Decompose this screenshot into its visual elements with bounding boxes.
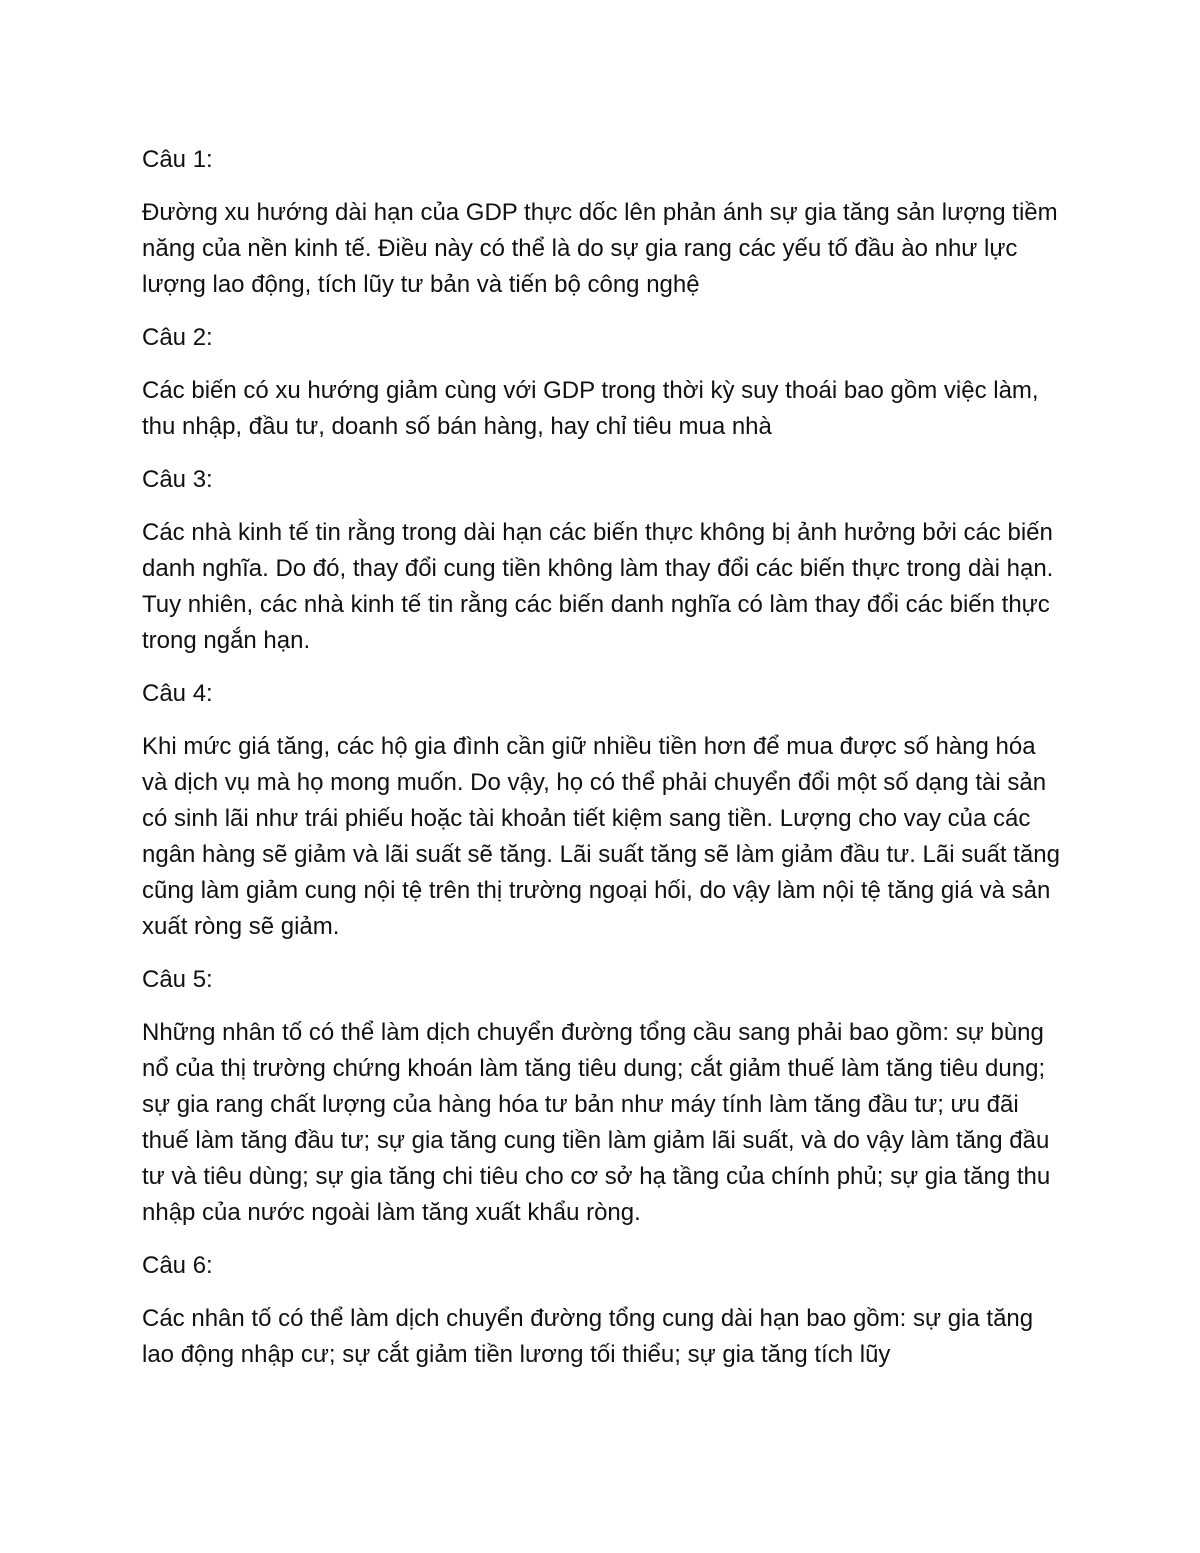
question-3-answer: Các nhà kinh tế tin rằng trong dài hạn các biến thực không bị ảnh hưởng bởi các biến danh nghĩa. Do đó, thay đổi cung tiền không làm thay đổi các biến thực trong dài hạn. Tuy nhiên, các nhà kinh tế tin rằng các biến danh nghĩa có làm thay đổi các biến thực trong ngắn hạn. <box>142 519 1054 654</box>
question-2-answer: Các biến có xu hướng giảm cùng với GDP trong thời kỳ suy thoái bao gồm việc làm, thu nhập, đầu tư, doanh số bán hàng, hay chỉ tiêu mua nhà <box>142 377 1039 440</box>
question-2-heading: Câu 2: <box>142 324 213 351</box>
question-1-heading: Câu 1: <box>142 146 213 173</box>
question-4-heading: Câu 4: <box>142 680 213 707</box>
question-5-heading: Câu 5: <box>142 966 213 993</box>
question-1-answer: Đường xu hướng dài hạn của GDP thực dốc lên phản ánh sự gia tăng sản lượng tiềm năng của nền kinh tế. Điều này có thể là do sự gia rang các yếu tố đầu ào như lực lượng lao động, tích lũy tư bản và tiến bộ công nghệ <box>142 199 1058 298</box>
question-5-answer: Những nhân tố có thể làm dịch chuyển đường tổng cầu sang phải bao gồm: sự bùng nổ của thị trường chứng khoán làm tăng tiêu dung; cắt giảm thuế làm tăng tiêu dung; sự gia rang chất lượng của hàng hóa tư bản như máy tính làm tăng đầu tư; ưu đãi thuế làm tăng đầu tư; sự gia tăng cung tiền làm giảm lãi suất, và do vậy làm tăng đầu tư và tiêu dùng; sự gia tăng chi tiêu cho cơ sở hạ tầng của chính phủ; sự gia tăng thu nhập của nước ngoài làm tăng xuất khẩu ròng. <box>142 1019 1051 1226</box>
question-4-answer: Khi mức giá tăng, các hộ gia đình cần giữ nhiều tiền hơn để mua được số hàng hóa và dịch vụ mà họ mong muốn. Do vậy, họ có thể phải chuyển đổi một số dạng tài sản có sinh lãi như trái phiếu hoặc tài khoản tiết kiệm sang tiền. Lượng cho vay của các ngân hàng sẽ giảm và lãi suất sẽ tăng. Lãi suất tăng sẽ làm giảm đầu tư. Lãi suất tăng cũng làm giảm cung nội tệ trên thị trường ngoại hối, do vậy làm nội tệ tăng giá và sản xuất ròng sẽ giảm. <box>142 733 1060 940</box>
question-3-heading: Câu 3: <box>142 466 213 493</box>
question-6-heading: Câu 6: <box>142 1252 213 1279</box>
question-6-answer: Các nhân tố có thể làm dịch chuyển đường tổng cung dài hạn bao gồm: sự gia tăng lao động nhập cư; sự cắt giảm tiền lương tối thiểu; sự gia tăng tích lũy <box>142 1305 1034 1368</box>
